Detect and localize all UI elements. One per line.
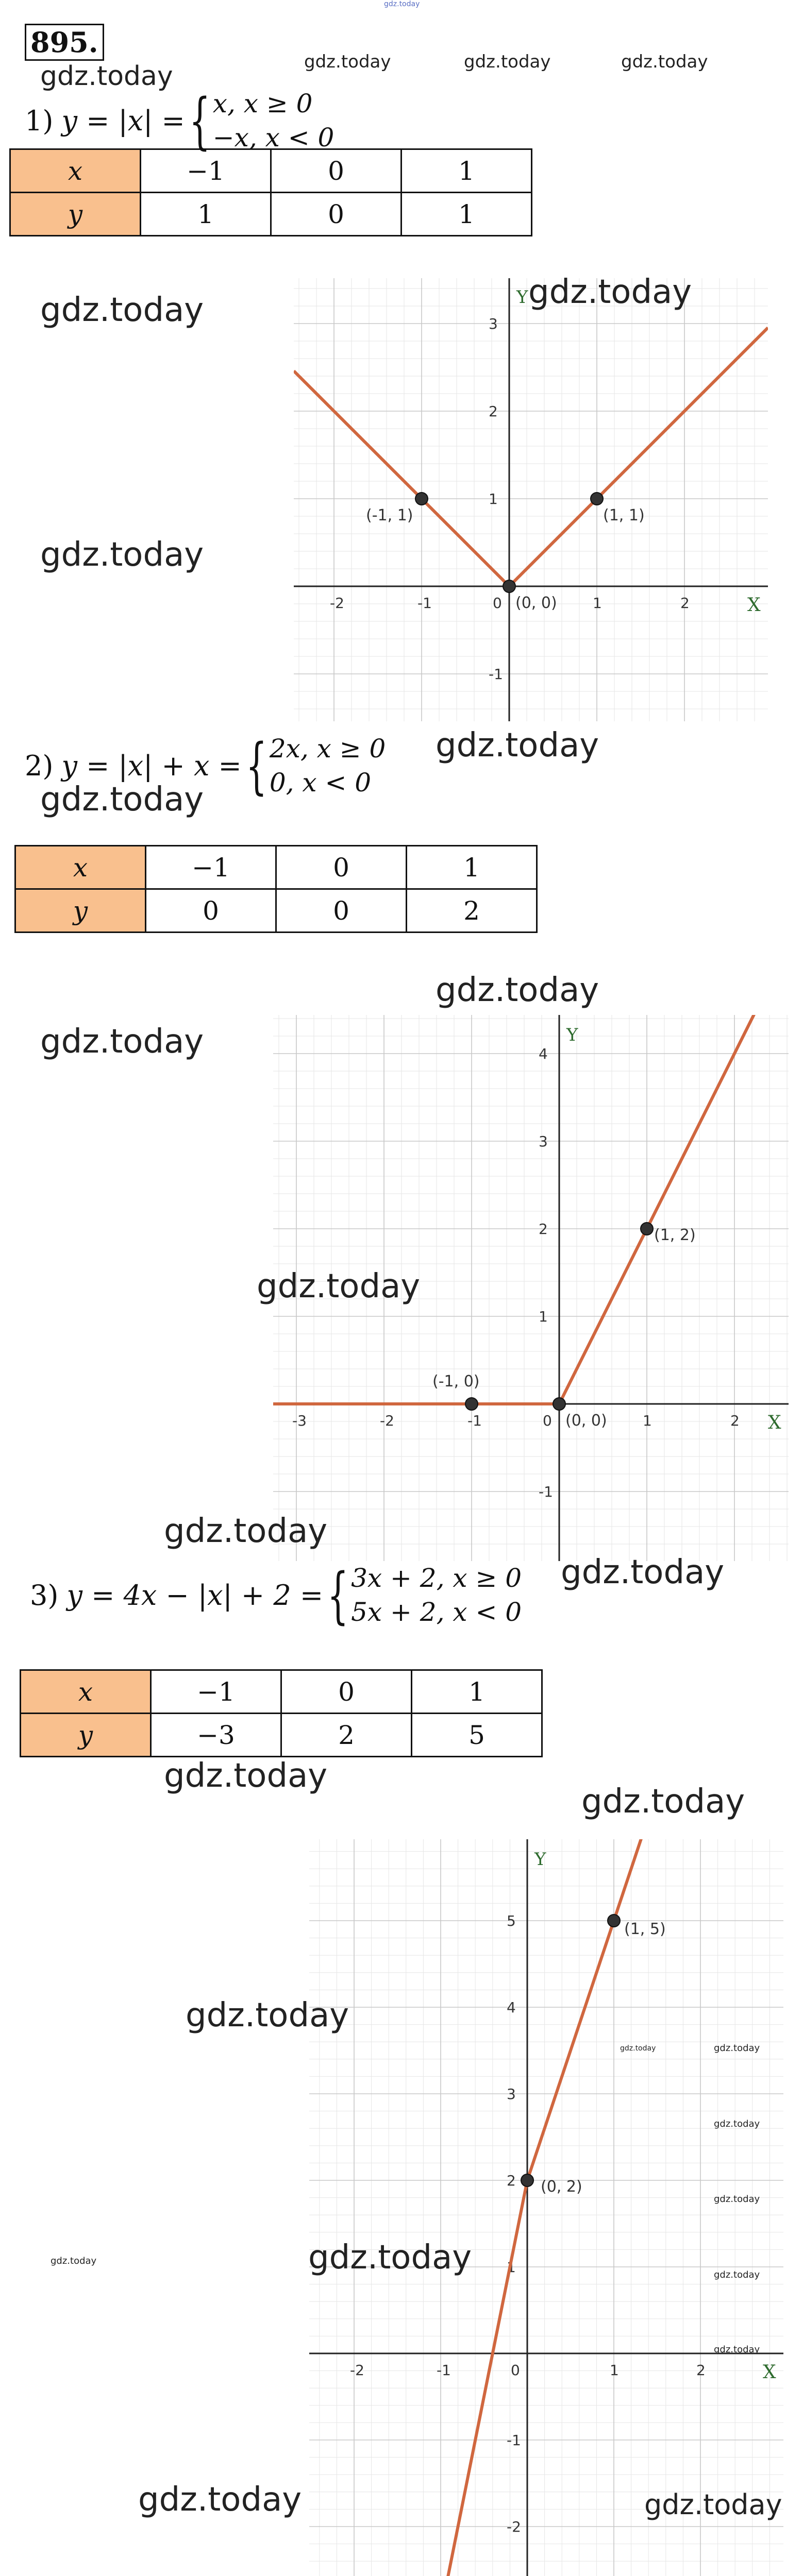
table-cell: 0 bbox=[271, 149, 402, 193]
y-tick-label: 2 bbox=[489, 403, 498, 420]
header-watermark-2: gdz.today bbox=[464, 52, 551, 72]
part3-graph bbox=[309, 1839, 783, 2576]
table-cell: 1 bbox=[402, 149, 532, 193]
watermark-21: gdz.today bbox=[714, 2119, 760, 2129]
y-tick-label: 2 bbox=[539, 1221, 548, 1238]
x-tick-label: -2 bbox=[380, 1412, 394, 1429]
watermark-17: gdz.today bbox=[644, 2488, 782, 2521]
table-cell: 2 bbox=[281, 1714, 412, 1757]
x-tick-label: 1 bbox=[593, 595, 602, 612]
table-cell: 1 bbox=[407, 846, 537, 889]
part2-label: 2) bbox=[25, 749, 54, 782]
point-label: (0, 0) bbox=[515, 594, 557, 612]
x-tick-label: -1 bbox=[437, 2362, 451, 2379]
y-tick-label: 4 bbox=[507, 1999, 516, 2016]
table-cell: 5 bbox=[412, 1714, 542, 1757]
data-point bbox=[641, 1223, 653, 1235]
part3-case-a: 3x + 2, x ≥ 0 bbox=[351, 1563, 522, 1593]
watermark-20: gdz.today bbox=[714, 2043, 760, 2054]
table-cell: −1 bbox=[141, 149, 271, 193]
watermark-14: gdz.today bbox=[186, 1996, 349, 2035]
part3-lhs: y = 4x − |x| + 2 = bbox=[66, 1579, 324, 1612]
part1-case-a: x, x ≥ 0 bbox=[212, 89, 313, 118]
point-label: (1, 5) bbox=[624, 1920, 666, 1938]
x-tick-label: 2 bbox=[696, 2362, 706, 2379]
header-watermark-3: gdz.today bbox=[621, 52, 708, 72]
y-tick-label: 2 bbox=[507, 2172, 516, 2189]
data-point bbox=[591, 493, 603, 505]
part2-value-table bbox=[14, 845, 538, 933]
y-tick-label: 3 bbox=[489, 315, 498, 332]
y-tick-label: -2 bbox=[507, 2518, 521, 2535]
x-tick-label: -2 bbox=[330, 595, 344, 612]
y-tick-label: 1 bbox=[539, 1308, 548, 1325]
y-axis-label: Y bbox=[516, 287, 528, 308]
watermark-12: gdz.today bbox=[164, 1757, 328, 1795]
table-cell: 1 bbox=[402, 193, 532, 236]
table-cell: 0 bbox=[271, 193, 402, 236]
part2-case-a: 2x, x ≥ 0 bbox=[269, 734, 386, 764]
table-cell: 0 bbox=[276, 846, 407, 889]
table-cell: −3 bbox=[151, 1714, 281, 1757]
table-cell: 1 bbox=[412, 1670, 542, 1714]
watermark-4: gdz.today bbox=[40, 536, 204, 574]
y-tick-label: 1 bbox=[507, 2259, 516, 2276]
watermark-11: gdz.today bbox=[561, 1553, 725, 1591]
table-cell: 0 bbox=[146, 889, 276, 933]
table-header-y: y bbox=[10, 193, 141, 236]
x-tick-label: 1 bbox=[610, 2362, 619, 2379]
x-tick-label: 0 bbox=[543, 1412, 552, 1429]
x-tick-label: 2 bbox=[730, 1412, 740, 1429]
part1-graph bbox=[294, 278, 768, 721]
table-cell: 1 bbox=[141, 193, 271, 236]
table-header-y: y bbox=[21, 1714, 151, 1757]
watermark-3: gdz.today bbox=[528, 273, 692, 311]
watermark-9: gdz.today bbox=[257, 1267, 421, 1306]
data-point bbox=[465, 1398, 478, 1410]
point-label: (-1, 0) bbox=[432, 1372, 480, 1391]
y-tick-label: -1 bbox=[539, 1483, 553, 1500]
exercise-number: 895. bbox=[25, 24, 104, 61]
point-label: (-1, 1) bbox=[366, 506, 413, 524]
function-line bbox=[273, 1015, 789, 1404]
part1-brace: { bbox=[189, 85, 211, 156]
part1-lhs: y = |x| = bbox=[61, 104, 185, 137]
x-tick-label: 0 bbox=[511, 2362, 520, 2379]
watermark-19: gdz.today bbox=[620, 2044, 656, 2053]
watermark-16: gdz.today bbox=[138, 2481, 302, 2519]
point-label: (0, 2) bbox=[541, 2178, 582, 2196]
watermark-1: gdz.today bbox=[40, 61, 173, 92]
data-point bbox=[503, 580, 515, 592]
y-tick-label: 4 bbox=[539, 1045, 548, 1062]
x-tick-label: 1 bbox=[643, 1412, 652, 1429]
y-axis-label: Y bbox=[566, 1025, 578, 1045]
part2-case-b: 0, x < 0 bbox=[269, 768, 372, 798]
watermark-10: gdz.today bbox=[164, 1512, 328, 1550]
x-tick-label: -1 bbox=[417, 595, 432, 612]
part3-value-table bbox=[20, 1669, 543, 1757]
x-axis-label: X bbox=[763, 2362, 776, 2383]
part1-value-table bbox=[9, 148, 532, 236]
function-line bbox=[294, 328, 768, 586]
table-header-x: x bbox=[21, 1670, 151, 1714]
y-tick-label: -1 bbox=[507, 2432, 521, 2449]
data-point bbox=[415, 493, 428, 505]
part1-label: 1) bbox=[25, 104, 54, 137]
watermark-6: gdz.today bbox=[40, 781, 204, 819]
part1-case-b: −x, x < 0 bbox=[212, 123, 334, 152]
part3-brace: { bbox=[327, 1560, 349, 1631]
point-label: (1, 2) bbox=[654, 1226, 696, 1244]
x-tick-label: -3 bbox=[292, 1412, 307, 1429]
x-tick-label: 2 bbox=[680, 595, 690, 612]
watermark-2: gdz.today bbox=[40, 291, 204, 329]
watermark-24: gdz.today bbox=[714, 2344, 760, 2355]
point-label: (1, 1) bbox=[603, 506, 645, 524]
y-tick-label: 5 bbox=[507, 1912, 516, 1929]
y-tick-label: 1 bbox=[489, 490, 498, 507]
watermark-18: gdz.today bbox=[51, 2256, 97, 2266]
table-header-y: y bbox=[15, 889, 146, 933]
table-cell: −1 bbox=[151, 1670, 281, 1714]
y-tick-label: -1 bbox=[489, 666, 503, 683]
y-axis-label: Y bbox=[534, 1849, 546, 1870]
part3-case-b: 5x + 2, x < 0 bbox=[351, 1597, 522, 1627]
watermark-15: gdz.today bbox=[308, 2239, 472, 2277]
part2-brace: { bbox=[245, 730, 267, 801]
data-point bbox=[521, 2174, 533, 2187]
table-cell: 2 bbox=[407, 889, 537, 933]
watermark-5: gdz.today bbox=[436, 726, 599, 765]
header-watermark-1: gdz.today bbox=[304, 52, 391, 72]
part3-label: 3) bbox=[30, 1579, 59, 1612]
watermark-7: gdz.today bbox=[436, 971, 599, 1009]
table-cell: −1 bbox=[146, 846, 276, 889]
point-label: (0, 0) bbox=[565, 1412, 607, 1430]
part1-formula bbox=[25, 87, 334, 155]
watermark-13: gdz.today bbox=[581, 1783, 745, 1821]
table-cell: 0 bbox=[276, 889, 407, 933]
x-tick-label: -2 bbox=[350, 2362, 364, 2379]
table-header-x: x bbox=[15, 846, 146, 889]
watermark-23: gdz.today bbox=[714, 2269, 760, 2280]
watermark-22: gdz.today bbox=[714, 2194, 760, 2205]
part3-formula bbox=[30, 1561, 522, 1629]
part2-lhs: y = |x| + x = bbox=[61, 749, 242, 782]
table-header-x: x bbox=[10, 149, 141, 193]
x-axis-label: X bbox=[747, 595, 761, 616]
y-tick-label: 3 bbox=[507, 2086, 516, 2103]
data-point bbox=[608, 1914, 620, 1927]
function-line bbox=[309, 1839, 783, 2576]
watermark-8: gdz.today bbox=[40, 1023, 204, 1061]
x-axis-label: X bbox=[768, 1412, 781, 1433]
x-tick-label: 0 bbox=[493, 595, 502, 612]
data-point bbox=[553, 1398, 565, 1410]
x-tick-label: -1 bbox=[467, 1412, 482, 1429]
y-tick-label: 3 bbox=[539, 1133, 548, 1150]
table-cell: 0 bbox=[281, 1670, 412, 1714]
top-watermark: gdz.today bbox=[384, 0, 420, 8]
